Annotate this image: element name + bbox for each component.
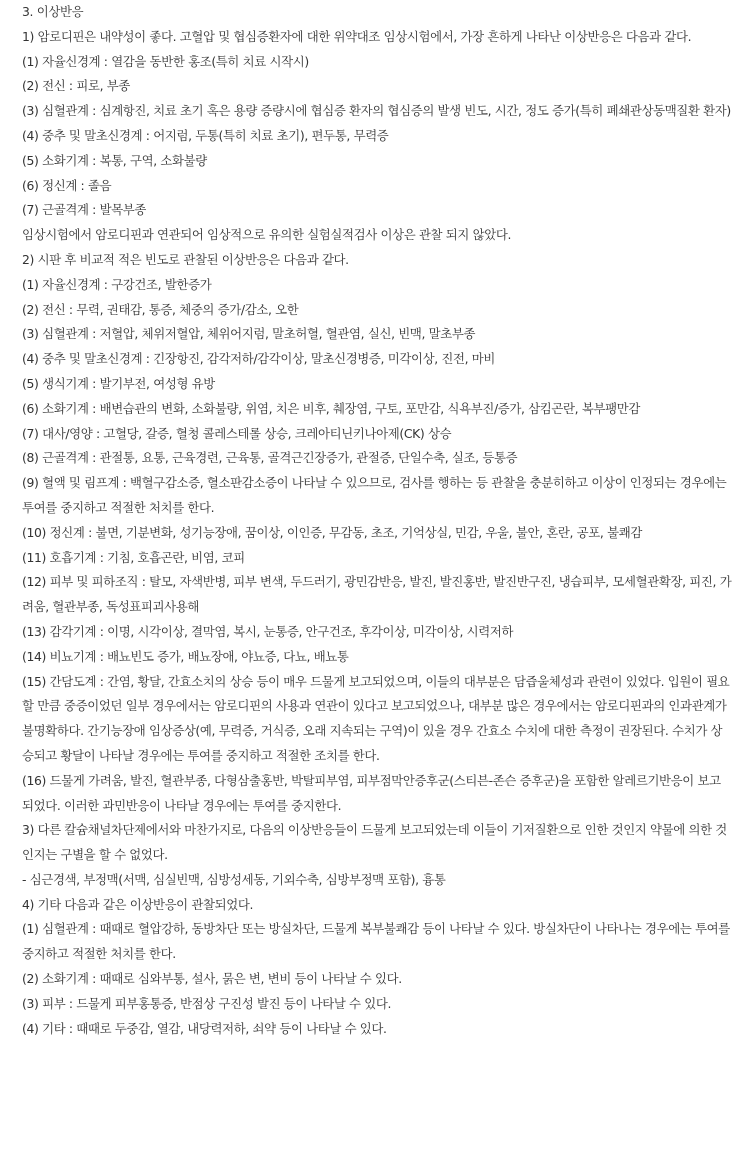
list-item: - 심근경색, 부정맥(서맥, 심실빈맥, 심방성세동, 기외수축, 심방부정맥 포함), 흉통 (22, 871, 446, 887)
list-item: (16) 드물게 가려움, 발진, 혈관부종, 다형삼출홍반, 박탈피부염, 피부점막안증후군(스티븐-존슨 증후군)을 포함한 알레르기반응이 보고되었다. 이러한 과민반응이 나타날 경우에는 투여를 중지한다. (22, 772, 721, 813)
list-item: (5) 소화기계 : 복통, 구역, 소화불량 (22, 152, 207, 168)
list-item: (1) 자율신경계 : 열감을 동반한 홍조(특히 치료 시작시) (22, 53, 309, 69)
list-item: (10) 정신계 : 불면, 기분변화, 성기능장애, 꿈이상, 이인증, 무감동, 초조, 기억상실, 민감, 우울, 불안, 혼란, 공포, 불쾌감 (22, 524, 642, 540)
list-item: (2) 전신 : 무력, 권태감, 통증, 체중의 증가/감소, 오한 (22, 301, 299, 317)
list-item: (12) 피부 및 피하조직 : 탈모, 자색반병, 피부 변색, 두드러기, 광민감반응, 발진, 발진홍반, 발진반구진, 냉습피부, 모세혈관확장, 피진, 가려움, 혈관부종, 독성표피괴사용해 (22, 574, 732, 615)
list-item: (9) 혈액 및 림프계 : 백혈구감소증, 혈소판감소증이 나타날 수 있으므로, 검사를 행하는 등 관찰을 충분히하고 이상이 인정되는 경우에는 투여를 중지하고 적절한 처치를 한다. (22, 475, 727, 515)
list-item: (7) 근골격계 : 발목부종 (22, 202, 147, 218)
list-item: (3) 심혈관계 : 저혈압, 체위저혈압, 체위어지럼, 말초허혈, 혈관염, 실신, 빈맥, 말초부종 (22, 326, 476, 342)
list-item: (11) 호흡기계 : 기침, 호흡곤란, 비염, 코피 (22, 549, 245, 565)
paragraph: 4) 기타 다음과 같은 이상반응이 관찰되었다. (22, 896, 254, 912)
list-item: (13) 감각기계 : 이명, 시각이상, 결막염, 복시, 눈통증, 안구건조, 후각이상, 미각이상, 시력저하 (22, 623, 514, 639)
list-item: (1) 심혈관계 : 때때로 혈압강하, 동방차단 또는 방실차단, 드물게 복부불쾌감 등이 나타날 수 있다. 방실차단이 나타나는 경우에는 투여를 중지하고 적절한 처치를 한다. (22, 921, 730, 962)
list-item: (4) 기타 : 때때로 두중감, 열감, 내당력저하, 쇠약 등이 나타날 수 있다. (22, 1020, 387, 1036)
list-item: (7) 대사/영양 : 고혈당, 갈증, 혈청 콜레스테롤 상승, 크레아티닌키나아제(CK) 상승 (22, 425, 452, 441)
paragraph: 3) 다른 칼슘채널차단제에서와 마찬가지로, 다음의 이상반응들이 드물게 보고되었는데 이들이 기저질환으로 인한 것인지 약물에 의한 것인지는 구별을 할 수 없었다. (22, 822, 727, 863)
list-item: (5) 생식기계 : 발기부전, 여성형 유방 (22, 375, 215, 391)
list-item: (6) 소화기계 : 배변습관의 변화, 소화불량, 위염, 치은 비후, 췌장염, 구토, 포만감, 식욕부진/증가, 삼킴곤란, 복부팽만감 (22, 400, 640, 416)
list-item: (14) 비뇨기계 : 배뇨빈도 증가, 배뇨장애, 야뇨증, 다뇨, 배뇨통 (22, 648, 349, 664)
paragraph: 2) 시판 후 비교적 적은 빈도로 관찰된 이상반응은 다음과 같다. (22, 251, 349, 267)
list-item: (2) 소화기계 : 때때로 심와부통, 설사, 묽은 변, 변비 등이 나타날 수 있다. (22, 971, 402, 987)
list-item: (4) 중추 및 말초신경계 : 어지럼, 두통(특히 치료 초기), 편두통, 무력증 (22, 127, 389, 143)
paragraph: 1) 암로디핀은 내약성이 좋다. 고혈압 및 협심증환자에 대한 위약대조 임상시험에서, 가장 흔하게 나타난 이상반응은 다음과 같다. (22, 28, 692, 44)
paragraph: 임상시험에서 암로디핀과 연관되어 임상적으로 유의한 실험실적검사 이상은 관찰 되지 않았다. (22, 227, 512, 243)
list-item: (3) 심혈관계 : 심계항진, 치료 초기 혹은 용량 증량시에 협심증 환자의 협심증의 발생 빈도, 시간, 정도 증가(특히 폐쇄관상동맥질환 환자) (22, 103, 731, 119)
list-item: (4) 중추 및 말초신경계 : 긴장항진, 감각저하/감각이상, 말초신경병증, 미각이상, 진전, 마비 (22, 351, 496, 367)
section-heading: 3. 이상반응 (22, 4, 84, 19)
list-item: (8) 근골격계 : 관절통, 요통, 근육경련, 근육통, 골격근긴장증가, 관절증, 단일수축, 실조, 등통증 (22, 450, 518, 466)
list-item: (3) 피부 : 드물게 피부홍통증, 반점상 구진성 발진 등이 나타날 수 있다. (22, 995, 392, 1011)
list-item: (15) 간담도계 : 간염, 황달, 간효소치의 상승 등이 매우 드물게 보고되었으며, 이들의 대부분은 담즙울체성과 관련이 있었다. 입원이 필요할 만큼 중증이었던 일부 경우에서는 암로디핀의 사용과 연관이 있다고 보고되었으나, 대부분 많은 경우에서는 암로디핀과의 인과관계가 불명확하다. 간기능장애 임상증상(예, 무력증, 거식증, 오래 지속되는 구역)이 있을 경우 간효소 수치에 대한 측정이 권장된다. 수치가 상승되고 황달이 나타날 경우에는 투여를 중지하고 적절한 조치를 한다. (22, 673, 730, 763)
list-item: (1) 자율신경계 : 구강건조, 발한증가 (22, 276, 212, 292)
list-item: (2) 전신 : 피로, 부종 (22, 78, 130, 94)
list-item: (6) 정신계 : 졸음 (22, 177, 112, 193)
